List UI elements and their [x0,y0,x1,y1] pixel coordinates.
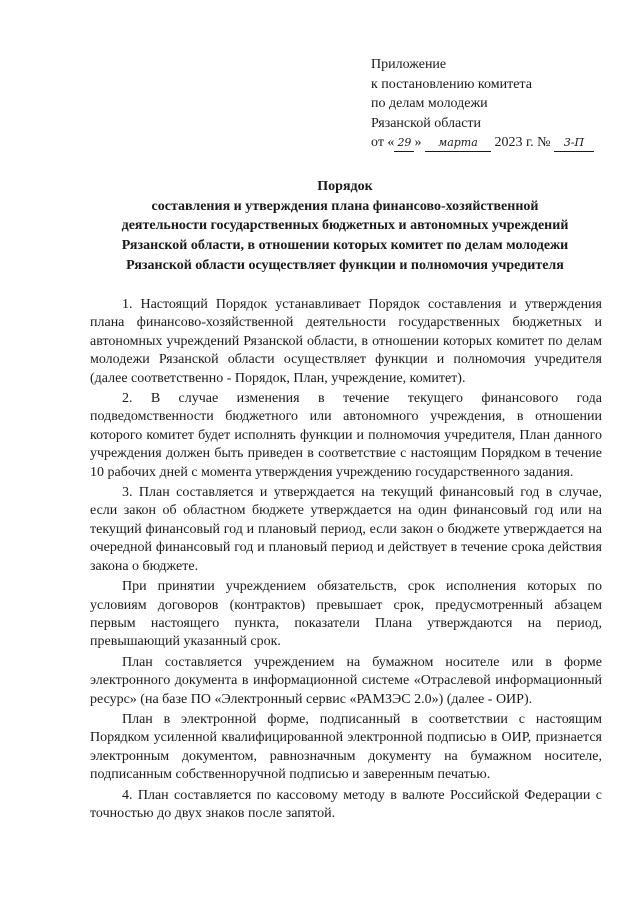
date-year: 2023 г. № [494,135,551,150]
paragraph-1: 1. Настоящий Порядок устанавливает Порядок составления и утверждения плана финансово-хозяйственной деятельности государственных бюджетных и автономных учреждений Рязанской области, в отношении которых комитет по делам молодежи Рязанской области осуществляет функции и полномочия учредителя (далее соответственно - Порядок, План, учреждение, комитет). [90,297,602,386]
title-line-4: Рязанской области осуществляет функции и полномочия учредителя [126,257,564,273]
paragraph-3-format: План составляется учреждением на бумажном носителе или в форме электронного документа в информационной системе «Отраслевой информационный ресурс» (на базе ПО «Электронный сервис «РАМЗЭС 2.0») (далее - ОИР). [90,654,602,707]
document-title [70,177,620,276]
document-number: 3-П [554,136,594,152]
appendix-block [371,55,621,153]
date-mid: » [414,135,422,150]
paragraph-3: 3. План составляется и утверждается на текущий финансовый год в случае, если закон об областном бюджете утверждается на один финансовый год или на текущий финансовый год и плановый период, если закон о бюджете утверждается на очередной финансовый год и плановый период и действует в течение срока действия закона о бюджете. [90,485,602,574]
paragraph-2: 2. В случае изменения в течение текущего финансового года подведомственности бюджетного или автономного учреждения, в отношении которого комитет будет исполнять функции и полномочия учредителя, План данного учреждения должен быть приведен в соответствие с настоящим Порядком в течение 10 рабочих дней с момента утверждения учреждению государственного задания. [90,391,602,480]
document-body [90,296,602,823]
appendix-line-4: Рязанской области [371,115,482,131]
appendix-date-line [371,133,621,153]
paragraph-3-electronic: План в электронной форме, подписанный в соответствии с настоящим Порядком усиленной квалифицированной электронной подписью в ОИР, признается электронным документом, равнозначным документу на бумажном носителе, подписанным собственноручной подписью и заверенным печатью. [90,711,602,783]
title-heading: Порядок [317,179,373,194]
appendix-line-1: Приложение [371,57,447,72]
title-line-1: составления и утверждения плана финансово-хозяйственной [151,198,539,214]
paragraph-3-obligations: При принятии учреждением обязательств, срок исполнения которых по условиям договоров (контрактов) превышает срок, предусмотренный абзацем первым настоящего пункта, показатели Плана утверждаются на период, превышающий указанный срок. [90,579,602,650]
appendix-line-2: к постановлению комитета [371,76,532,92]
date-prefix: от « [371,135,395,150]
paragraph-4: 4. План составляется по кассовому методу в валюте Российской Федерации с точностью до двух знаков после запятой. [90,787,602,821]
title-line-2: деятельности государственных бюджетных и автономных учреждений [121,218,569,234]
title-line-3: Рязанской области, в отношении которых комитет по делам молодежи [121,238,569,254]
appendix-line-3: по делам молодежи [371,96,488,111]
date-month: марта [425,136,491,152]
date-day: 29 [394,136,414,152]
